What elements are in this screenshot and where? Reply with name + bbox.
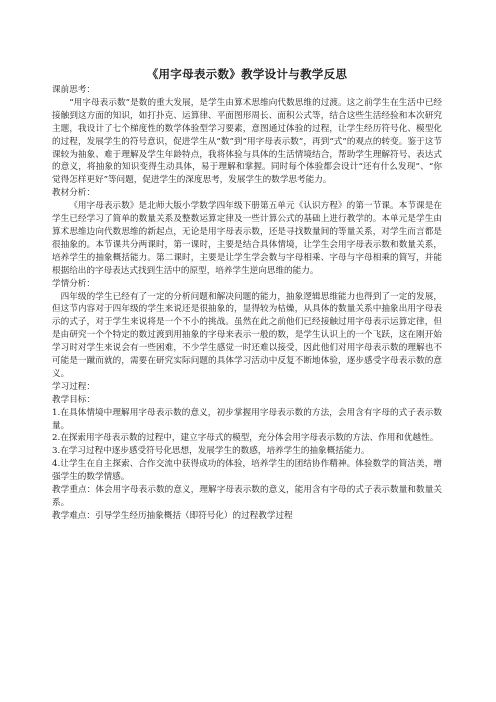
paragraph-student-analysis: 四年级的学生已经有了一定的分析问题和解决问题的能力，抽象逻辑思维能力也得到了一定的发展，但这节内容对于四年级的学生来说还是很抽象的，显得较为枯燥，从具体的数量关系中抽象出用字母表示的式子，对于学生来说将是一个不小的挑战。虽然在此之前他们已经接触过用字母表示运算定律，但是由研究一个个特定的数过渡到用抽象的字母来表示一般的数，是学生认识上的一个飞跃，这在刚开始学习时对学生来说会有一些困难，不少学生感觉一时还难以接受，因此他们对用字母表示数的理解也不可能是一蹴而就的，需要在研究实际问题的具体学习活动中反复不断地体验，逐步感受字母表示数的意义。	[52, 291, 442, 379]
heading-pre-class-thinking: 课前思考：	[52, 85, 95, 95]
goal-item-1: 1.在具体情境中理解用字母表示数的意义，初步掌握用字母表示数的方法，会用含有字母的式子表示数量。	[52, 407, 442, 431]
goal-item-2: 2.在探索用字母表示数的过程中，建立字母式的模型，充分体会用字母表示数的方法、作用和优越性。	[52, 433, 439, 444]
teaching-difficulty: 教学难点：引导学生经历抽象概括（即符号化）的过程教学过程	[52, 510, 293, 521]
heading-textbook-analysis: 教材分析：	[52, 188, 95, 199]
goal-item-3: 3.在学习过程中逐步感受符号化思想，发展学生的数感，培养学生的抽象概括能力。	[52, 446, 370, 457]
paragraph-textbook-analysis: 《用字母表示数》是北师大版小学数学四年级下册第五单元《认识方程》的第一节课。本节课是在学生已经学习了简单的数量关系及整数运算定律及一些计算公式的基础上进行教学的。本单元是学生由算术思维边向代数思维的新起点，无论是用字母表示数，还是寻找数量间的等量关系，对学生而言都是很抽象的。本节课共分两课时，第一课时，主要是结合具体情境，让学生会用字母表示数和数量关系，培养学生的抽象概括能力。第二课时，主要是让学生学会数与字母相乘、字母与字母相乘的简写，并能根据给出的字母表达式找到生活中的原型，培养学生逆向思维的能力。	[52, 201, 442, 276]
goal-item-4: 4.让学生在自主探索、合作交流中获得成功的体验，培养学生的团结协作精神。体验数学的简洁美，增强学生的数学情感。	[52, 459, 442, 483]
teaching-key-point: 教学重点：体会用字母表示数的意义，理解字母表示数的意义，能用含有字母的式子表示数量和数量关系。	[52, 485, 442, 508]
heading-teaching-goals: 教学目标：	[52, 394, 95, 405]
heading-learning-process: 学习过程：	[52, 381, 95, 392]
document-title: 《用字母表示数》教学设计与教学反思	[146, 67, 348, 81]
document-page	[52, 66, 442, 523]
paragraph-pre-class-thinking: “用字母表示数”是数的重大发展，是学生由算术思维向代数思维的过渡。这之前学生在生活中已经接触到这方面的知识，如打扑克、运算律、平面图形周长、面积公式等，结合这些生活经验和本次研究主题，我设计了七个梯度性的数学体验型学习要素，意图通过体验的过程，让学生经历符号化、模型化的过程，发展学生的符号意识，促进学生从“数”到“用字母表示数”，再到“式”的观点的转变。鉴于这节课较为抽象、难于理解及学生年龄特点，我将体验与具体的生活情境结合，帮助学生理解符号、表达式的意义，将抽象的知识变得生动具体，易于理解和掌握。同时每个体验都会设计“还有什么发现”、“你觉得怎样更好”等问题，促进学生的深度思考，发展学生的数学思考能力。	[52, 97, 442, 186]
heading-student-analysis: 学情分析：	[52, 278, 95, 289]
